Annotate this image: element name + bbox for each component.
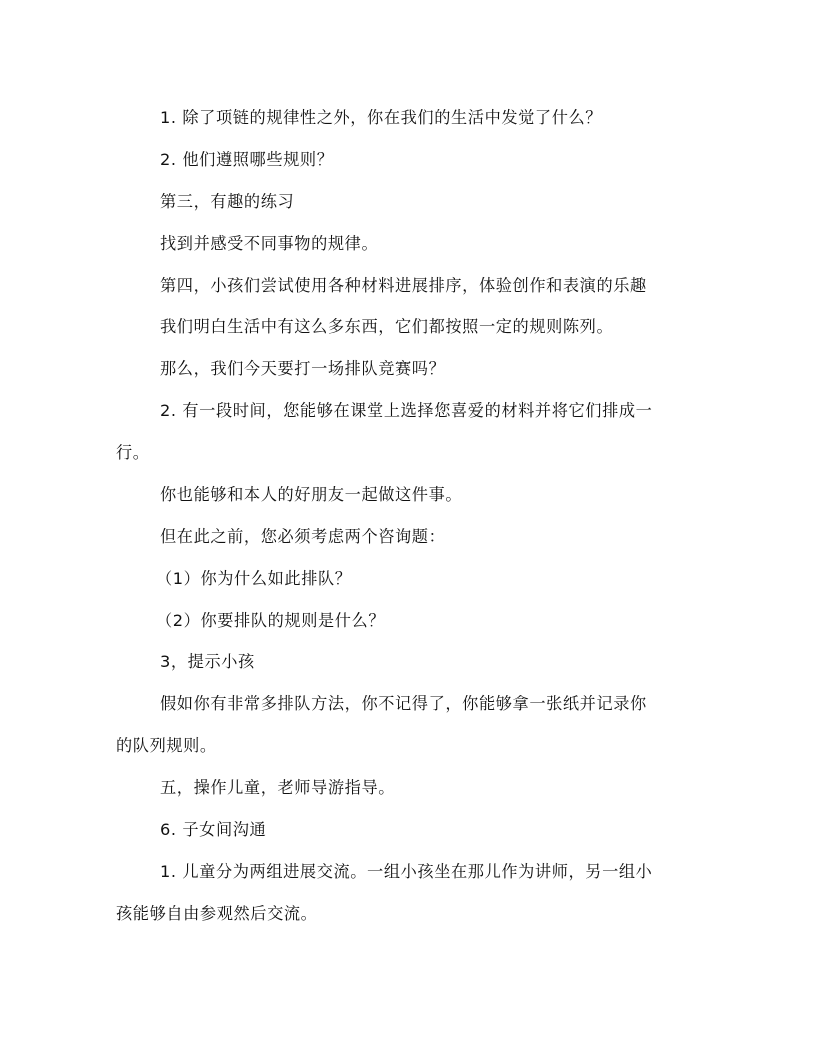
text-line: （2）你要排队的规则是什么？ [156, 611, 386, 630]
text-line: 找到并感受不同事物的规律。 [160, 234, 379, 253]
text-line: 1. 除了项链的规律性之外，你在我们的生活中发觉了什么？ [160, 108, 603, 127]
text-line: 2. 有一段时间，您能够在课堂上选择您喜爱的材料并将它们排成一 [160, 401, 653, 420]
text-line: 第四，小孩们尝试使用各种材料进展排序，体验创作和表演的乐趣 [160, 276, 647, 295]
text-line: 我们明白生活中有这么多东西，它们都按照一定的规则陈列。 [160, 317, 614, 336]
text-line: 五，操作儿童，老师导游指导。 [160, 778, 396, 797]
text-line: 你也能够和本人的好朋友一起做这件事。 [160, 485, 463, 504]
text-line: 假如你有非常多排队方法，你不记得了，你能够拿一张纸并记录你 [160, 694, 647, 713]
text-line: 1. 儿童分为两组进展交流。一组小孩坐在那儿作为讲师，另一组小 [160, 862, 653, 881]
text-line: 6. 子女间沟通 [160, 820, 267, 839]
text-line: 行。 [116, 443, 150, 462]
text-line: （1）你为什么如此排队？ [156, 569, 352, 588]
text-line: 的队列规则。 [116, 736, 217, 755]
text-line: 第三，有趣的练习 [160, 192, 295, 211]
text-line: 但在此之前，您必须考虑两个咨询题： [160, 527, 446, 546]
text-line: 3，提示小孩 [160, 652, 255, 671]
text-line: 2. 他们遵照哪些规则？ [160, 150, 334, 169]
text-line: 那么，我们今天要打一场排队竞赛吗？ [160, 359, 446, 378]
text-line: 孩能够自由参观然后交流。 [116, 904, 318, 923]
